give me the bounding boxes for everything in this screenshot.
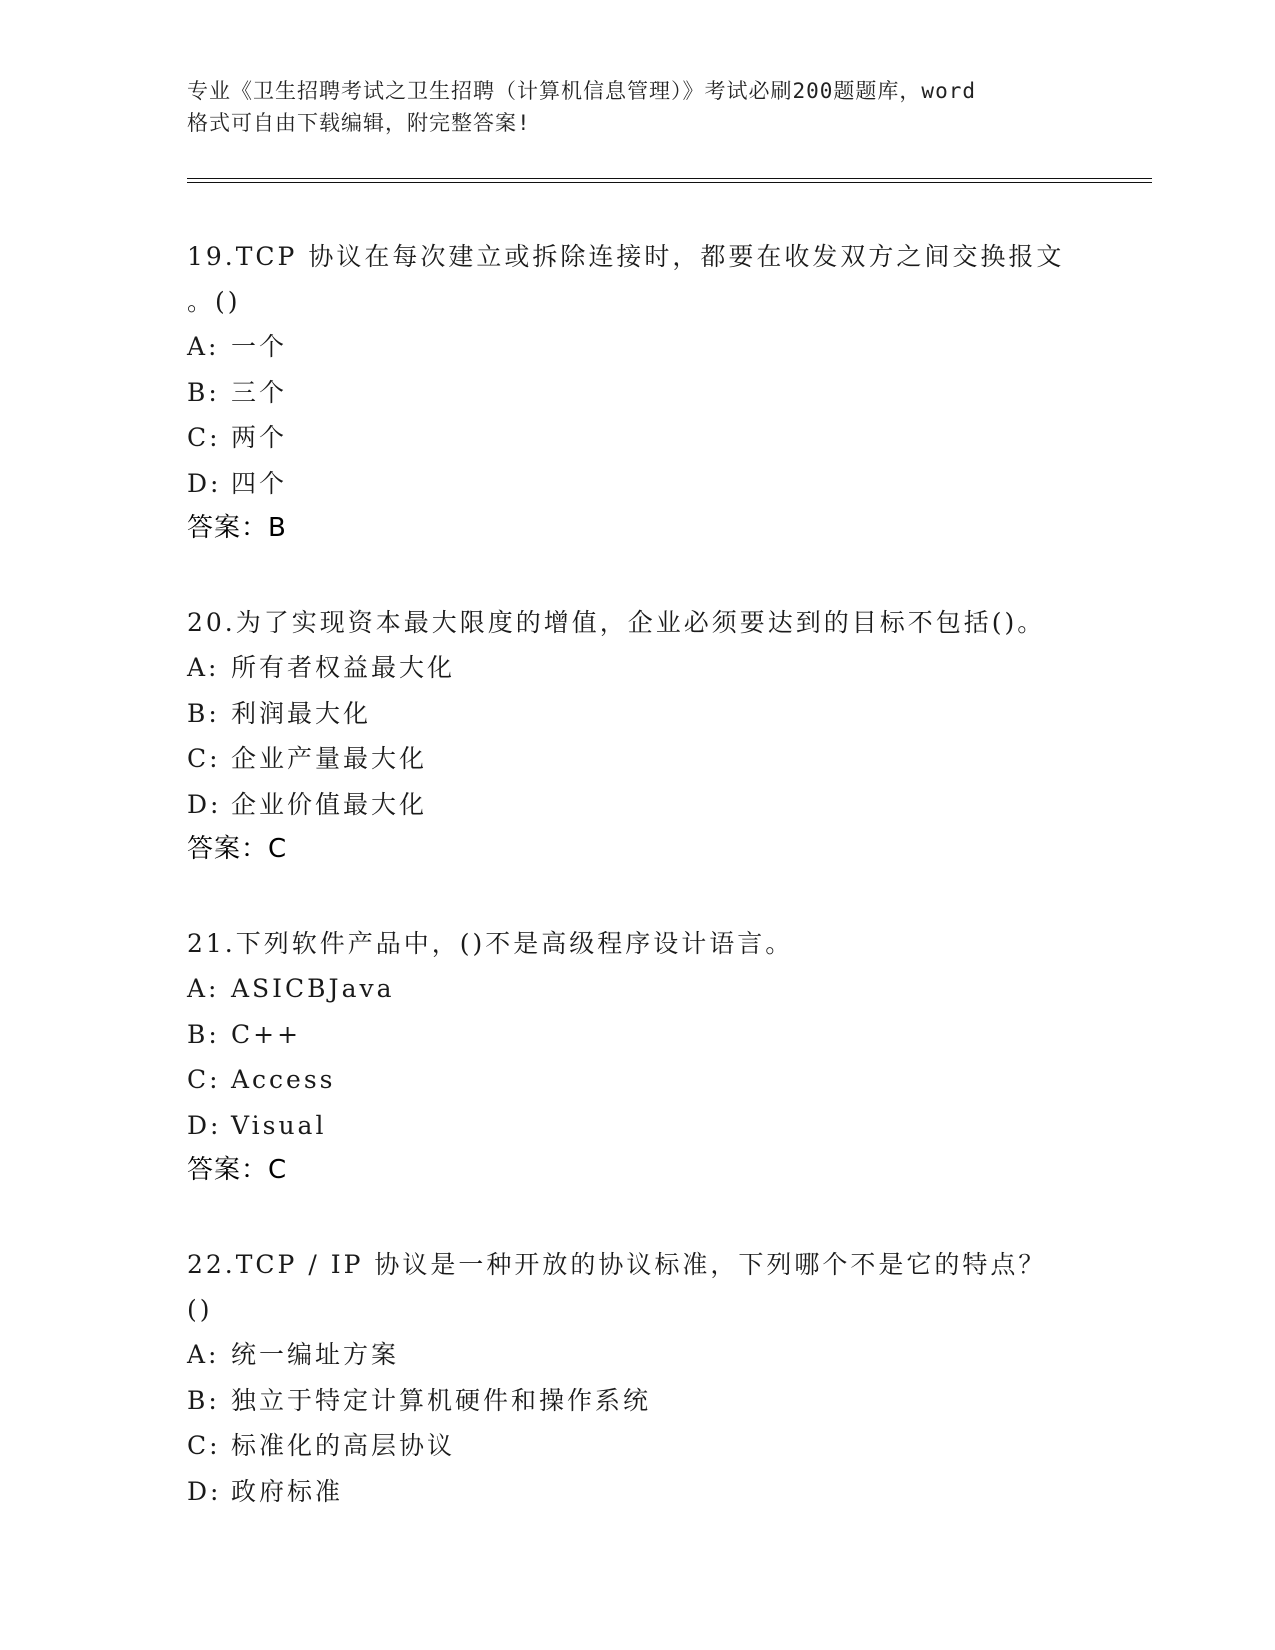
question-stem-line-1: 19.TCP 协议在每次建立或拆除连接时，都要在收发双方之间交换报文 [187,242,1065,271]
option-text: 企业价值最大化 [231,789,428,819]
option-text: 所有者权益最大化 [231,653,456,682]
option-d [187,1469,1067,1515]
option-letter: C: [187,1431,221,1460]
answer-line: 答案：C [187,834,288,864]
option-letter: C: [187,423,221,452]
question-stem-line-1: 21.下列软件产品中，()不是高级程序设计语言。 [187,929,794,958]
question-stem-line-1: 22.TCP / IP 协议是一种开放的协议标准，下列哪个不是它的特点？() [187,1250,1047,1324]
question-stem-line-2: 。() [187,287,241,316]
option-letter: B: [187,698,220,728]
option-a [187,966,1067,1012]
question-list [187,234,1067,1563]
question-22 [187,1242,1067,1514]
header-divider-top [187,178,1152,179]
option-d [187,782,1067,828]
option-letter: C: [187,1065,221,1094]
option-b [187,1012,1067,1058]
header-divider-bottom [187,182,1152,183]
question-20 [187,600,1067,872]
option-letter: D: [187,1110,222,1140]
option-d [187,461,1067,507]
option-letter: D: [187,468,222,498]
question-stem [187,600,1067,645]
option-d [187,1103,1067,1149]
option-letter: A: [187,653,220,682]
option-c [187,1057,1067,1103]
option-letter: C: [187,744,221,773]
option-text: 标准化的高层协议 [231,1431,456,1460]
option-letter: B: [187,1385,220,1415]
option-letter: A: [187,332,220,361]
option-text: 独立于特定计算机硬件和操作系统 [231,1385,652,1415]
option-text: ASICBJava [231,974,395,1003]
option-a [187,1332,1067,1378]
header-line-1: 专业《卫生招聘考试之卫生招聘（计算机信息管理）》考试必刷200题题库，word [187,79,976,103]
option-text: 企业产量最大化 [231,744,428,773]
option-letter: B: [187,1019,220,1049]
question-stem [187,234,1067,324]
option-c [187,736,1067,782]
option-text: 四个 [231,468,288,498]
question-21 [187,921,1067,1193]
option-text: 统一编址方案 [231,1340,400,1369]
question-stem [187,1242,1067,1332]
option-text: 政府标准 [231,1476,344,1506]
question-stem-line-1: 20.为了实现资本最大限度的增值，企业必须要达到的目标不包括()。 [187,608,1046,637]
option-text: 三个 [231,377,288,407]
option-b [187,370,1067,416]
answer-line: 答案：C [187,1155,288,1185]
option-letter: D: [187,789,222,819]
answer-line: 答案：B [187,513,287,543]
option-c [187,1423,1067,1469]
option-letter: D: [187,1476,222,1506]
option-a [187,324,1067,370]
option-text: 两个 [231,423,288,452]
option-b [187,691,1067,737]
question-stem [187,921,1067,966]
option-a [187,645,1067,691]
option-b [187,1378,1067,1424]
option-text: Visual [231,1110,327,1140]
option-text: C++ [231,1019,302,1049]
option-text: Access [231,1065,336,1094]
question-19 [187,234,1067,551]
header-line-2: 格式可自由下载编辑，附完整答案! [187,111,531,135]
option-letter: A: [187,1340,220,1369]
option-c [187,415,1067,461]
option-letter: B: [187,377,220,407]
option-text: 一个 [231,332,288,361]
option-letter: A: [187,974,220,1003]
option-text: 利润最大化 [231,698,372,728]
document-header [187,75,1087,139]
